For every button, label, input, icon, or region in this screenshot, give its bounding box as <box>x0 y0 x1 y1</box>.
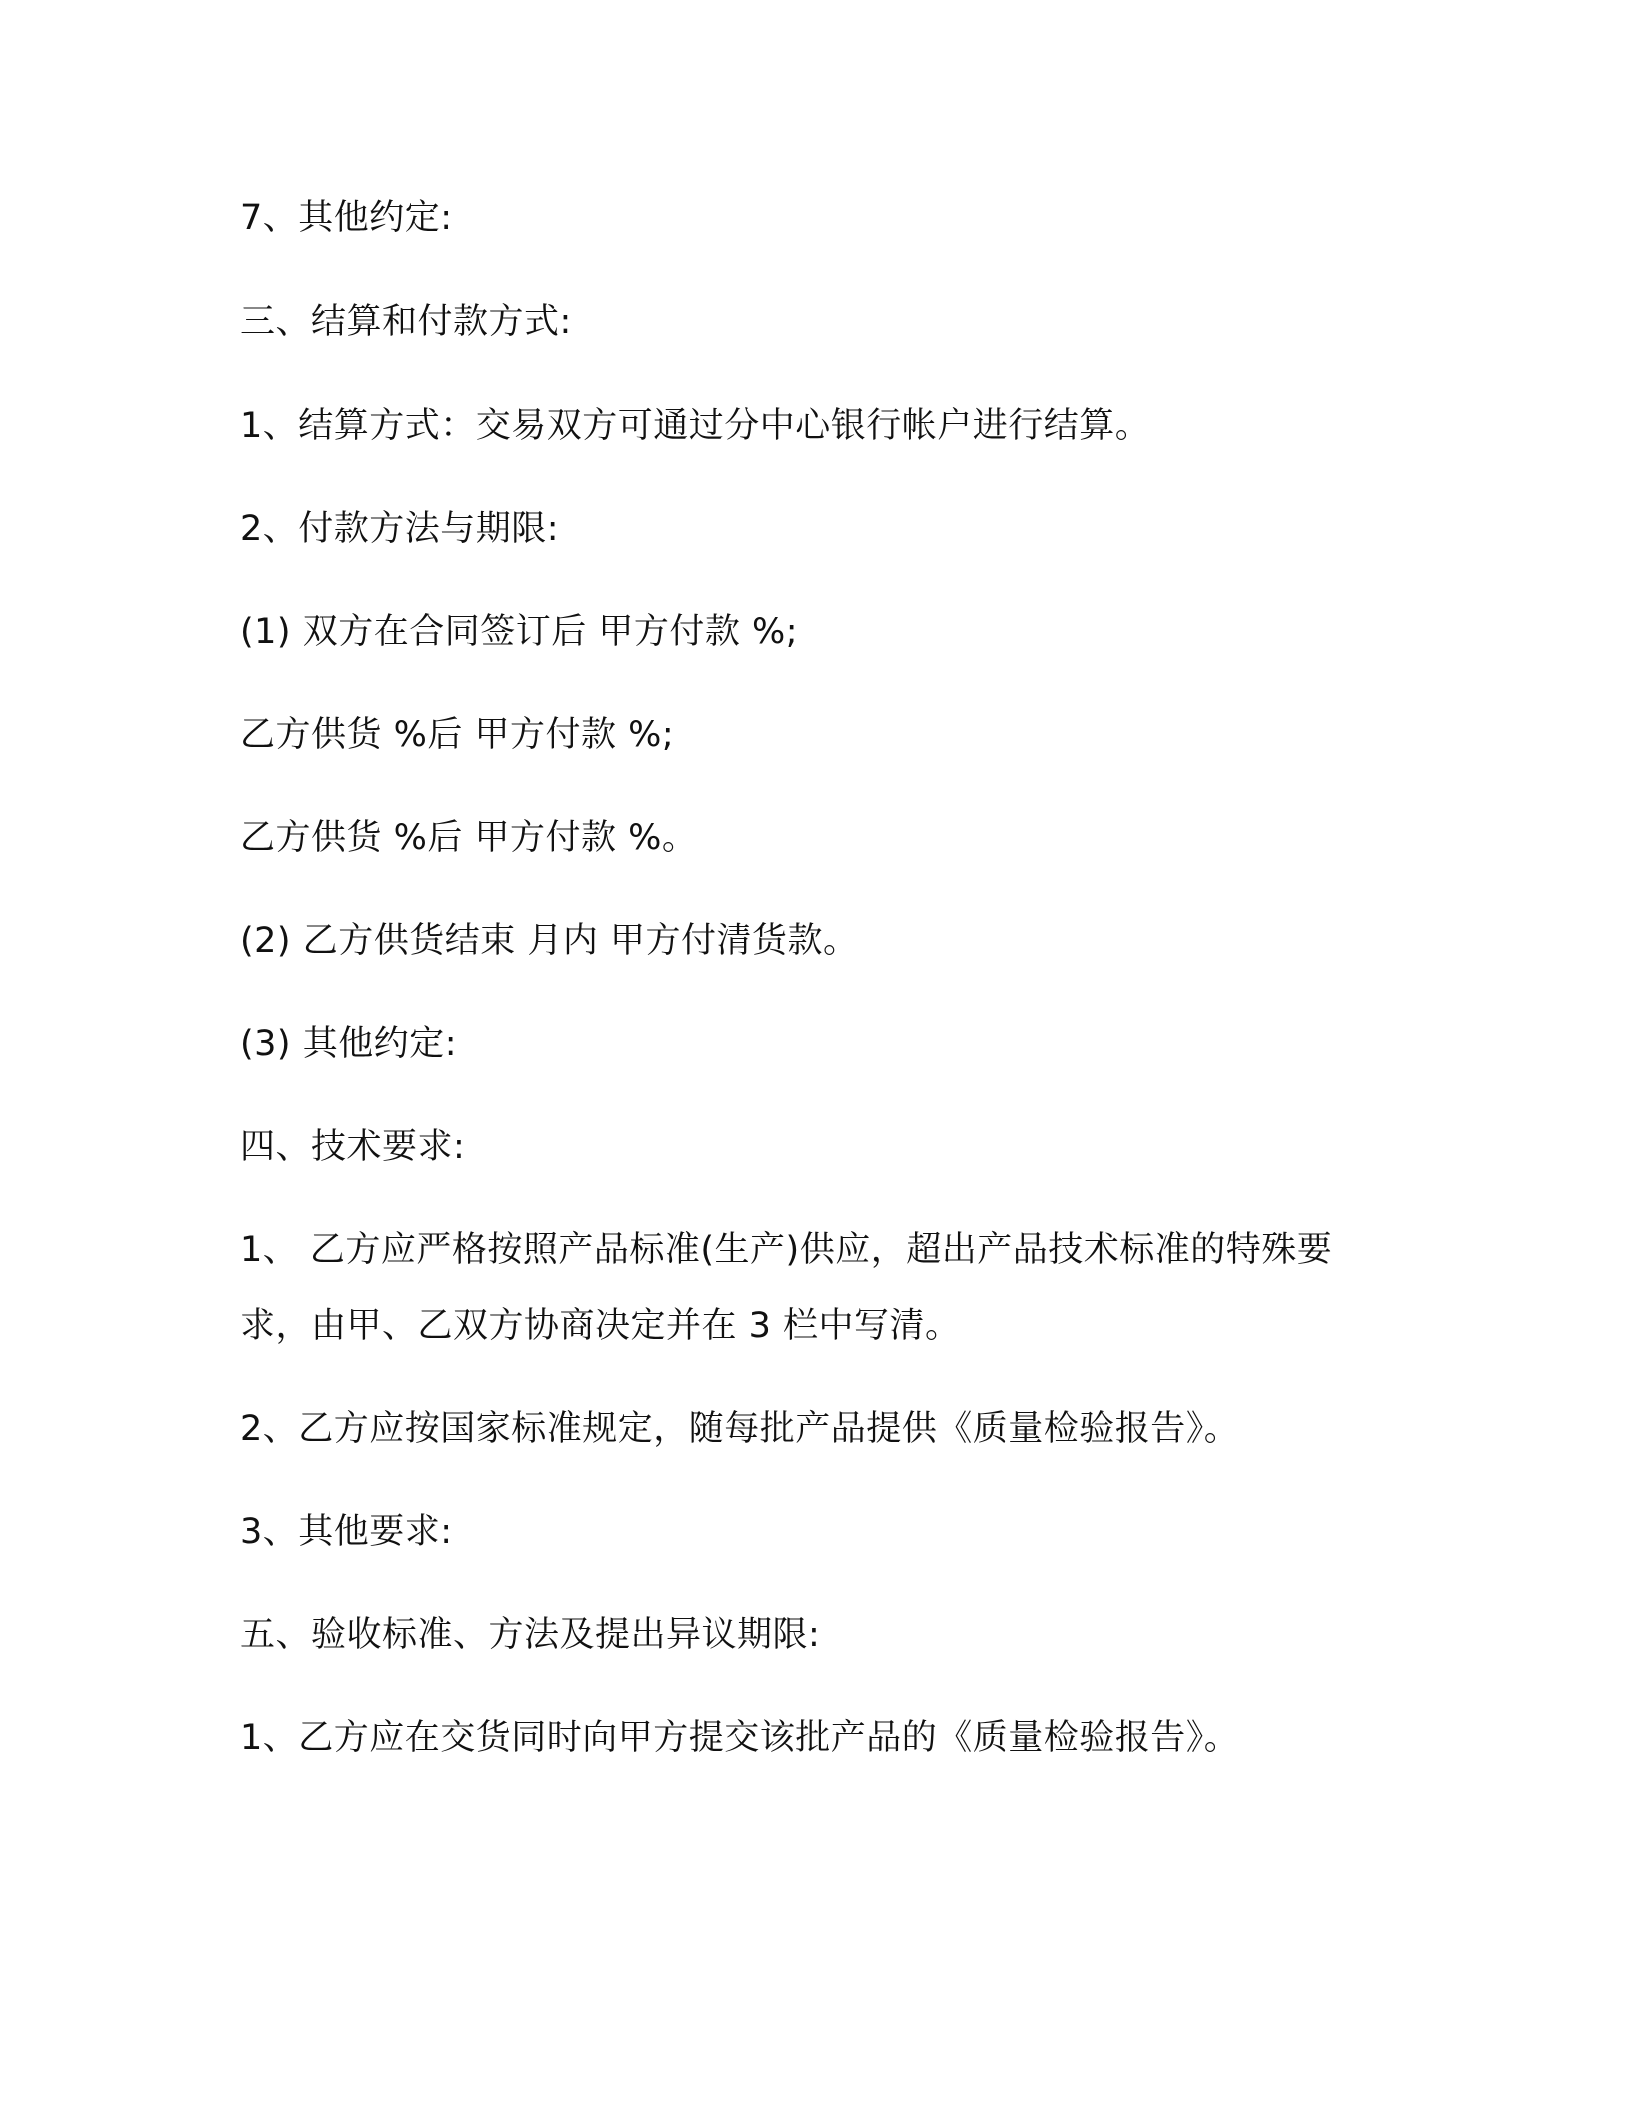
payment-term-3: (3) 其他约定: <box>240 1024 457 1064</box>
payment-term-1-c: 乙方供货 %后 甲方付款 %。 <box>240 818 698 858</box>
section-settlement-heading: 三、结算和付款方式: <box>240 302 572 342</box>
technical-requirement-1-cont: 求，由甲、乙双方协商决定并在 3 栏中写清。 <box>240 1306 961 1346</box>
technical-requirement-3: 3、其他要求: <box>240 1512 453 1552</box>
payment-term-1-b: 乙方供货 %后 甲方付款 %; <box>240 715 675 755</box>
payment-method-heading: 2、付款方法与期限: <box>240 509 560 549</box>
section-acceptance-heading: 五、验收标准、方法及提出异议期限: <box>240 1615 821 1655</box>
payment-term-2: (2) 乙方供货结束 月内 甲方付清货款。 <box>240 921 859 961</box>
section-technical-heading: 四、技术要求: <box>240 1127 466 1167</box>
technical-requirement-1: 1、 乙方应严格按照产品标准(生产)供应，超出产品技术标准的特殊要 <box>240 1230 1333 1270</box>
clause-other-agreement-7: 7、其他约定: <box>240 198 453 238</box>
technical-requirement-2: 2、乙方应按国家标准规定，随每批产品提供《质量检验报告》。 <box>240 1409 1240 1449</box>
payment-term-1: (1) 双方在合同签订后 甲方付款 %; <box>240 612 799 652</box>
settlement-method: 1、结算方式：交易双方可通过分中心银行帐户进行结算。 <box>240 406 1151 446</box>
acceptance-requirement-1: 1、乙方应在交货同时向甲方提交该批产品的《质量检验报告》。 <box>240 1718 1240 1758</box>
